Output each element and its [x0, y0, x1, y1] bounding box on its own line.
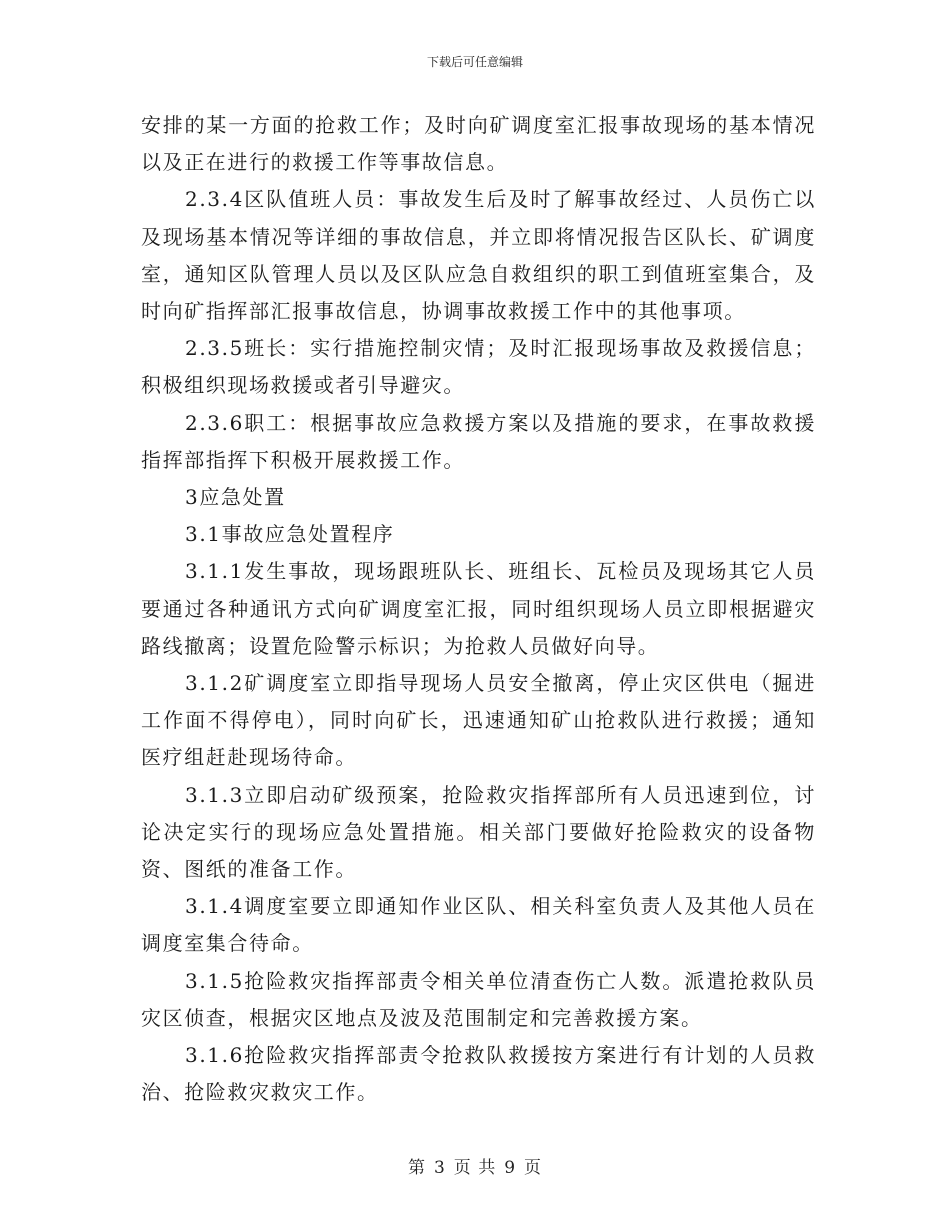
footer-page-number: 3 [433, 1158, 446, 1178]
document-body [141, 107, 816, 1111]
paragraph-3-1-2: 3.1.2矿调度室立即指导现场人员安全撤离，停止灾区供电（掘进工作面不得停电），同时向矿长，迅速通知矿山抢救队进行救援；通知医疗组赶赴现场待命。 [141, 671, 816, 770]
footer-suffix: 页 [524, 1158, 543, 1178]
paragraph-2-3-6: 2.3.6职工：根据事故应急救援方案以及措施的要求，在事故救援指挥部指挥下积极开展救援工作。 [141, 410, 816, 472]
footer-prefix: 第 [407, 1158, 426, 1178]
paragraph-3-1-5: 3.1.5抢险救灾指挥部责令相关单位清查伤亡人数。派遣抢救队员灾区侦查，根据灾区地点及波及范围制定和完善救援方案。 [141, 968, 816, 1030]
paragraph-2-3-5: 2.3.5班长：实行措施控制灾情；及时汇报现场事故及救援信息；积极组织现场救援或者引导避灾。 [141, 336, 816, 398]
paragraph-3-1-3: 3.1.3立即启动矿级预案，抢险救灾指挥部所有人员迅速到位，讨论决定实行的现场应急处置措施。相关部门要做好抢险救灾的设备物资、图纸的准备工作。 [141, 782, 816, 882]
paragraph-3-1-6: 3.1.6抢险救灾指挥部责令抢救队救援按方案进行有计划的人员救治、抢险救灾救灾工作。 [141, 1043, 816, 1105]
paragraph-2-3-4: 2.3.4区队值班人员：事故发生后及时了解事故经过、人员伤亡以及现场基本情况等详细的事故信息，并立即将情况报告区队长、矿调度室，通知区队管理人员以及区队应急自救组织的职工到值班室集合，及时向矿指挥部汇报事故信息，协调事故救援工作中的其他事项。 [141, 187, 816, 324]
paragraph-continuation: 安排的某一方面的抢救工作；及时向矿调度室汇报事故现场的基本情况以及正在进行的救援工作等事故信息。 [141, 113, 816, 175]
page-header: 下载后可任意编辑 [426, 55, 523, 69]
footer-total-pages: 9 [504, 1158, 517, 1178]
section-heading-3: 3应急处置 [185, 485, 286, 510]
paragraph-3-1-4: 3.1.4调度室要立即通知作业区队、相关科室负责人及其他人员在调度室集合待命。 [141, 894, 816, 956]
page-footer [0, 1153, 950, 1178]
footer-middle: 页 共 [453, 1158, 497, 1178]
paragraph-3-1-1: 3.1.1发生事故，现场跟班队长、班组长、瓦检员及现场其它人员要通过各种通讯方式向矿调度室汇报，同时组织现场人员立即根据避灾路线撤离；设置危险警示标识；为抢救人员做好向导。 [141, 559, 816, 658]
section-heading-3-1: 3.1事故应急处置程序 [185, 522, 395, 547]
